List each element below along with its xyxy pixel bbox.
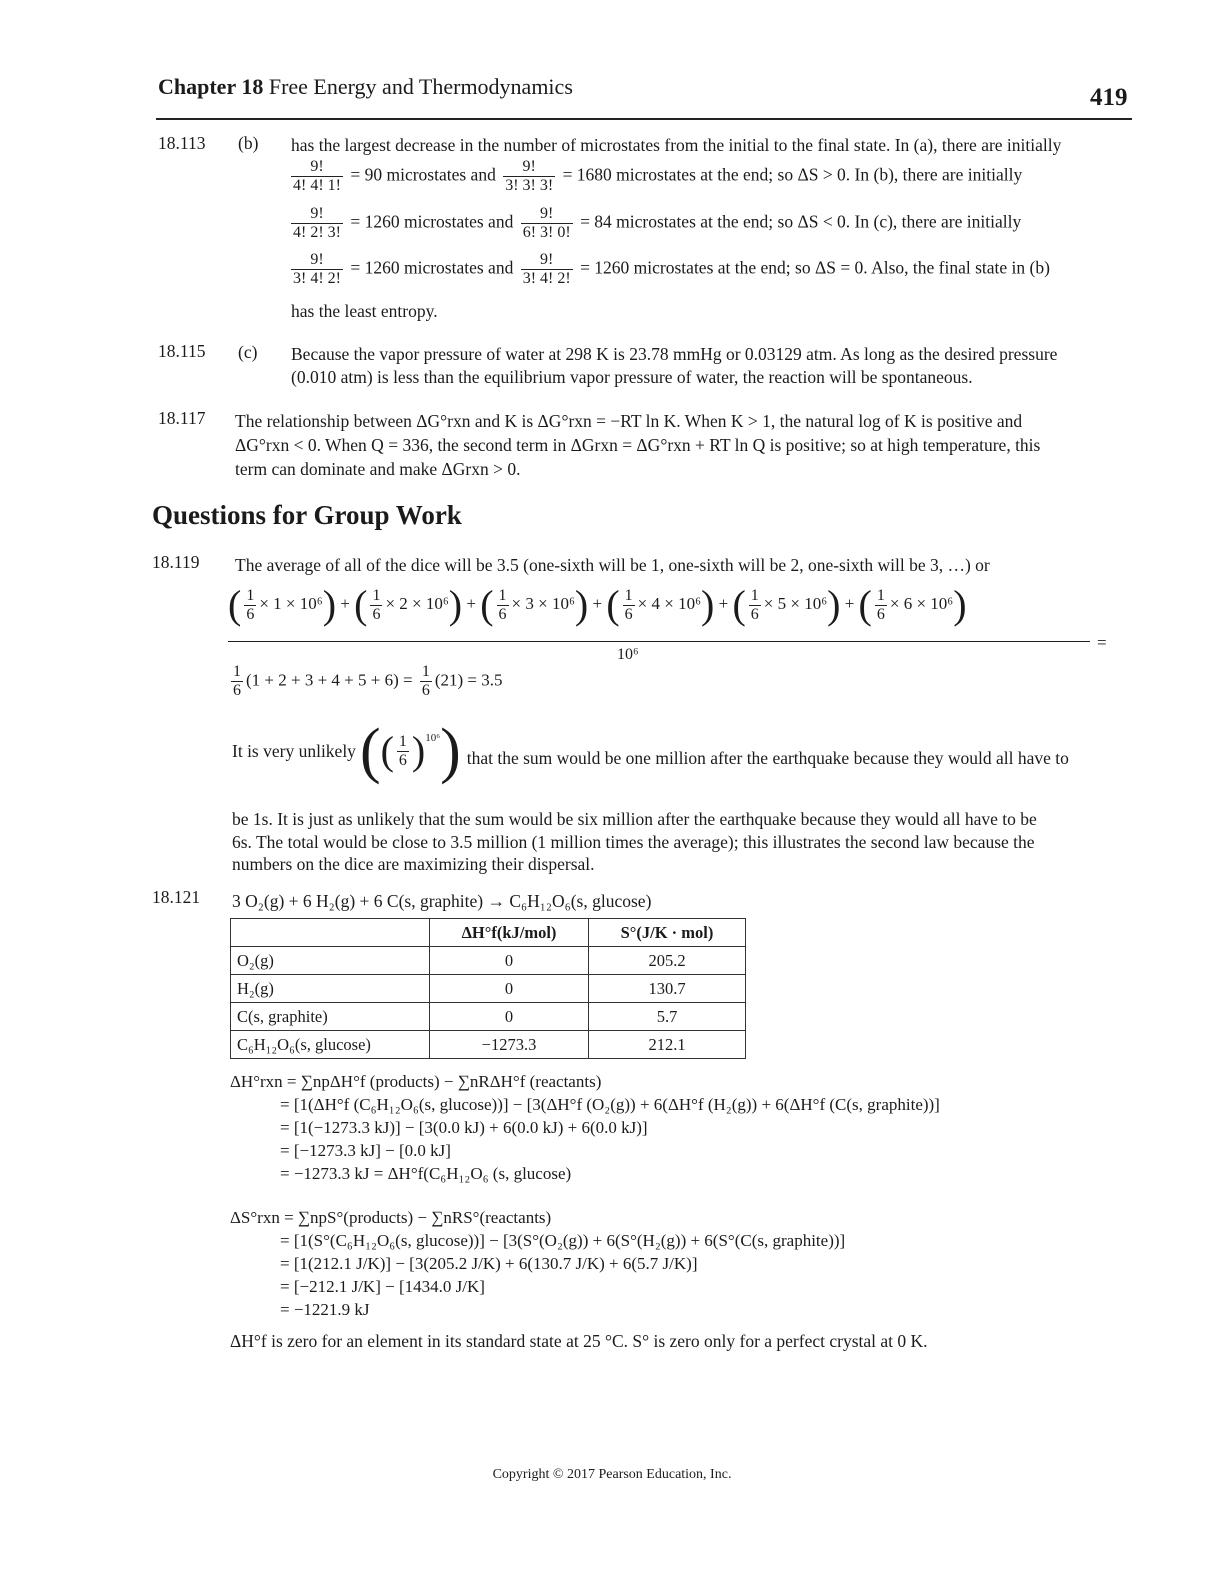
- dice-term: × 2 × 10⁶: [385, 593, 449, 613]
- table-cell: 0: [430, 947, 589, 975]
- answer-letter-113: (b): [238, 133, 259, 153]
- standard-state-note: ΔH°f is zero for an element in its standard state at 25 °C. S° is zero only for a perfect crystal at 0 K.: [230, 1331, 928, 1351]
- table-header-cell: ΔH°f(kJ/mol): [430, 919, 589, 947]
- table-cell: 130.7: [589, 975, 746, 1003]
- dice-term: × 5 × 10⁶: [763, 593, 828, 613]
- fraction-bar: [228, 641, 1090, 642]
- frac-numerator: 9!: [522, 158, 536, 175]
- table-row: [231, 947, 746, 975]
- p113-text-4b: = 1260 microstates at the end; so ΔS = 0. Also, the final state in (b): [580, 257, 1050, 278]
- table-row: [231, 1003, 746, 1031]
- unlikely-line: It is very unlikely ( ( $\frac{1}{6}$ ) $^{10^6}$ ) that the sum would be one million after the earthquake because they would all have to: [232, 717, 1069, 785]
- p117-line-2: ΔG°rxn < 0. When Q = 336, the second term in ΔGrxn = ΔG°rxn + RT ln Q is positive; so at high temperature, this: [235, 435, 1041, 455]
- frac-numerator: 9!: [540, 251, 554, 268]
- dice-sum-numerator: ( $\frac{1}{6}$ × 1 × 10⁶) + ( $\frac{1}{6}$ × 2 × 10⁶) + ( $\frac{1}{6}$ × 3 × 10⁶) + ( $\frac{1}{6}$ × 4 × 10⁶) + ( $\frac{1}{6}$ × 5 × 10⁶) + ( $\frac{1}{6}$ × 6 × 10⁶): [228, 582, 967, 627]
- p113-text-4a: = 1260 microstates and: [350, 257, 514, 278]
- p117-line-3: term can dominate and make ΔGrxn > 0.: [235, 459, 521, 479]
- problem-number-117: 18.117: [158, 408, 206, 428]
- p115-line-1: Because the vapor pressure of water at 298 K is 23.78 mmHg or 0.03129 atm. As long as the desired pressure: [291, 344, 1058, 364]
- table-header-row: [231, 919, 746, 947]
- average-expr-1: (1 + 2 + 3 + 4 + 5 + 6) =: [246, 670, 413, 690]
- dice-term: × 6 × 10⁶: [889, 593, 954, 613]
- dice-term: × 3 × 10⁶: [511, 593, 575, 613]
- frac-numerator: 9!: [540, 205, 554, 222]
- table-header-cell: S°(J/K · mol): [589, 919, 746, 947]
- chapter-heading: [158, 74, 573, 100]
- p113-text-2b: = 1680 microstates at the end; so ΔS > 0. In (b), there are initially: [562, 164, 1023, 185]
- unlikely-exponent: 10⁶: [425, 732, 441, 744]
- table-cell: C(s, graphite): [231, 1003, 430, 1031]
- problem-number-119: 18.119: [152, 552, 200, 572]
- p113-text-3a: = 1260 microstates and: [350, 211, 514, 232]
- enthalpy-line: = −1273.3 kJ = ΔH°f(C₆H₁₂O₆ (s, glucose): [280, 1164, 572, 1183]
- entropy-line: = [1(S°(C₆H₁₂O₆(s, glucose))] − [3(S°(O₂(g)) + 6(S°(H₂(g)) + 6(S°(C(s, graphite))]: [280, 1231, 846, 1250]
- table-cell: C₆H₁₂O₆(s, glucose): [231, 1031, 430, 1059]
- frac-denominator: 4! 2! 3!: [293, 224, 341, 241]
- p113-line-2: [288, 158, 1022, 195]
- p119-line-4: be 1s. It is just as unlikely that the sum would be six million after the earthquake because they would all have to be: [232, 809, 1037, 829]
- table-row: [231, 1031, 746, 1059]
- unlikely-post: that the sum would be one million after the earthquake because they would all have to: [466, 747, 1069, 768]
- frac-denominator: 4! 4! 1!: [293, 177, 341, 194]
- entropy-line: ΔS°rxn = ∑npS°(products) − ∑nRS°(reactants): [230, 1208, 552, 1227]
- entropy-line: = [1(212.1 J/K)] − [3(205.2 J/K) + 6(130.7 J/K) + 6(5.7 J/K)]: [280, 1254, 698, 1273]
- p119-line-1: The average of all of the dice will be 3.5 (one-sixth will be 1, one-sixth will be 2, one-sixth will be 3, …) or: [235, 555, 990, 575]
- table-cell: 0: [430, 1003, 589, 1031]
- enthalpy-line: = [−1273.3 kJ] − [0.0 kJ]: [280, 1141, 451, 1160]
- average-expr-2: (21) = 3.5: [434, 670, 503, 690]
- problem-number-113: 18.113: [158, 133, 206, 153]
- p115-line-2: (0.010 atm) is less than the equilibrium vapor pressure of water, the reaction will be spontaneous.: [291, 367, 973, 387]
- table-cell: −1273.3: [430, 1031, 589, 1059]
- frac-denominator: 3! 4! 2!: [293, 270, 341, 287]
- table-cell: 212.1: [589, 1031, 746, 1059]
- dice-term: × 1 × 10⁶: [259, 593, 323, 613]
- chapter-label: Chapter 18: [158, 74, 264, 99]
- p117-line-1: The relationship between ΔG°rxn and K is ΔG°rxn = −RT ln K. When K > 1, the natural log of K is positive and: [235, 411, 1023, 431]
- p119-line-5: 6s. The total would be close to 3.5 million (1 million times the average); this illustrates the second law because the: [232, 832, 1035, 852]
- table-cell: 0: [430, 975, 589, 1003]
- enthalpy-line: = [1(ΔH°f (C₆H₁₂O₆(s, glucose))] − [3(ΔH°f (O₂(g)) + 6(ΔH°f (H₂(g)) + 6(ΔH°f (C(s, graphite))]: [280, 1095, 940, 1114]
- page-number: 419: [1090, 84, 1128, 111]
- p113-line-3: [288, 205, 1021, 242]
- table-header-cell: [231, 919, 430, 947]
- entropy-line: = −1221.9 kJ: [280, 1300, 370, 1319]
- enthalpy-calculation: [230, 1070, 940, 1185]
- p113-line-1: has the largest decrease in the number of microstates from the initial to the final state. In (a), there are initially: [291, 135, 1062, 155]
- table-row: [231, 975, 746, 1003]
- table-cell: H₂(g): [231, 975, 430, 1003]
- section-title: Questions for Group Work: [152, 500, 462, 530]
- frac-denominator: 3! 3! 3!: [505, 177, 554, 194]
- header-rule: [156, 118, 1132, 120]
- problem-number-121: 18.121: [152, 887, 201, 907]
- enthalpy-line: = [1(−1273.3 kJ)] − [3(0.0 kJ) + 6(0.0 kJ) + 6(0.0 kJ)]: [280, 1118, 648, 1137]
- dice-sum-denominator: 10⁶: [617, 646, 639, 663]
- p113-line-5: has the least entropy.: [291, 301, 438, 321]
- chapter-title: Free Energy and Thermodynamics: [268, 74, 573, 99]
- frac-denominator: 6! 3! 0!: [522, 224, 571, 241]
- reaction-equation: 3 O₂(g) + 6 H₂(g) + 6 C(s, graphite) → C₆H₁₂O₆(s, glucose): [232, 891, 652, 911]
- answer-letter-115: (c): [238, 342, 258, 362]
- copyright-footer: Copyright © 2017 Pearson Education, Inc.: [492, 1467, 732, 1482]
- frac-denominator: 3! 4! 2!: [522, 270, 571, 287]
- frac-numerator: 9!: [310, 251, 324, 268]
- problem-number-115: 18.115: [158, 341, 206, 361]
- thermo-table: [230, 918, 746, 1059]
- dice-term: × 4 × 10⁶: [637, 593, 702, 613]
- entropy-calculation: [230, 1206, 845, 1321]
- p113-text-2a: = 90 microstates and: [350, 164, 496, 185]
- frac-numerator: 9!: [310, 158, 324, 175]
- table-cell: O₂(g): [231, 947, 430, 975]
- p119-line-6: numbers on the dice are maximizing their dispersal.: [232, 854, 595, 874]
- frac-numerator: 9!: [310, 205, 324, 222]
- unlikely-pre: It is very unlikely: [232, 740, 356, 761]
- p113-text-3b: = 84 microstates at the end; so ΔS < 0. In (c), there are initially: [580, 211, 1022, 232]
- table-cell: 205.2: [589, 947, 746, 975]
- entropy-line: = [−212.1 J/K] − [1434.0 J/K]: [280, 1277, 485, 1296]
- enthalpy-line: ΔH°rxn = ∑npΔH°f (products) − ∑nRΔH°f (reactants): [230, 1072, 602, 1091]
- table-cell: 5.7: [589, 1003, 746, 1031]
- p113-line-4: [288, 251, 1050, 288]
- equals-sign: =: [1097, 633, 1107, 652]
- average-line: $\frac{1}{6}$ (1 + 2 + 3 + 4 + 5 + 6) = $\frac{1}{6}$ (21) = 3.5: [233, 663, 503, 699]
